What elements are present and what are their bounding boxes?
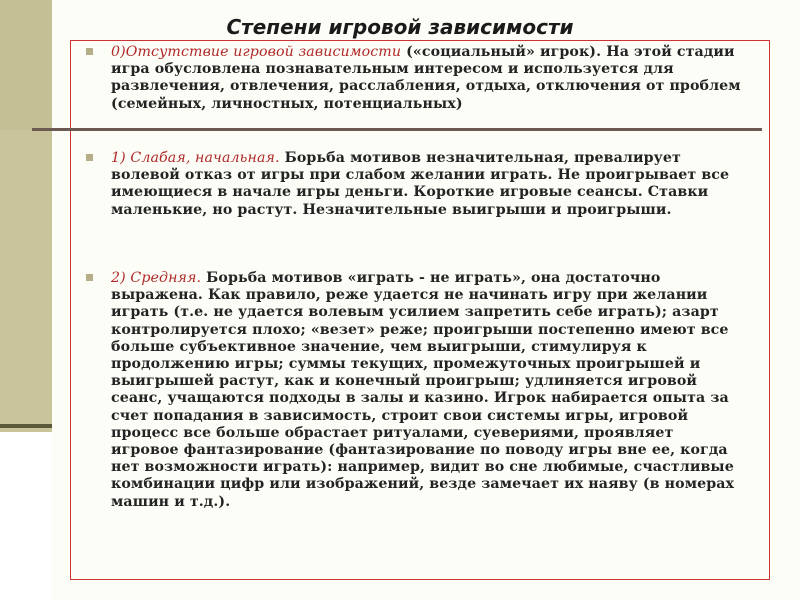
- stage-description: («социальный» игрок). На этой стадии игра обусловлена познавательным интересом и используется для развлечения, отвлечения, расслабления, отдыха, отключения от проблем (семейных, личностных, потенциальных): [111, 44, 741, 112]
- paragraph-text: [111, 150, 746, 219]
- left-decor-top: [0, 0, 52, 130]
- paragraph-text: [111, 44, 746, 113]
- left-decor-strip: [0, 0, 52, 600]
- left-decor-rule: [0, 424, 52, 428]
- square-bullet-icon: [86, 48, 93, 55]
- stage-heading: 0)Отсутствие игровой зависимости: [111, 44, 402, 60]
- left-decor-bottom: [0, 432, 52, 600]
- list-item-stage-1: [86, 150, 746, 219]
- square-bullet-icon: [86, 274, 93, 281]
- stage-description: Борьба мотивов незначительная, превалирует волевой отказ от игры при слабом желании играть. Не проигрывает все имеющиеся в начале игры деньги. Короткие игровые сеансы. Ставки маленькие, но растут. Незначительные выигрыши и проигрыши.: [111, 150, 730, 218]
- stage-heading: 2) Средняя.: [111, 270, 202, 286]
- title-divider-line: [32, 128, 762, 131]
- list-item-stage-2: [86, 270, 746, 511]
- slide-title: Степени игровой зависимости: [226, 15, 574, 39]
- right-decor-strip: [780, 0, 800, 600]
- square-bullet-icon: [86, 154, 93, 161]
- stage-description: Борьба мотивов «играть - не играть», она достаточно выражена. Как правило, реже удается не начинать игру при желании играть (т.е. не удается волевым усилием запретить себе играть); азарт контролируется плохо; «везет» реже; проигрыши постепенно имеют все больше субъективное значение, чем выигрыши, стимулируя к продолжению игры; суммы текущих, промежуточных проигрышей и выигрышей растут, как и конечный проигрыш; удлиняется игровой сеанс, учащаются подходы в залы и казино. Игрок набирается опыта за счет попадания в зависимость, строит свои системы игры, игровой процесс все больше обрастает ритуалами, суевериями, проявляет игровое фантазирование (фантазирование по поводу игры вне ее, когда нет возможности играть): например, видит во сне любимые, счастливые комбинации цифр или изображений, везде замечает их наяву (в номерах машин и т.д.).: [111, 270, 735, 510]
- stage-heading: 1) Слабая, начальная.: [111, 150, 280, 166]
- paragraph-text: [111, 270, 746, 511]
- list-item-stage-0: [86, 44, 746, 113]
